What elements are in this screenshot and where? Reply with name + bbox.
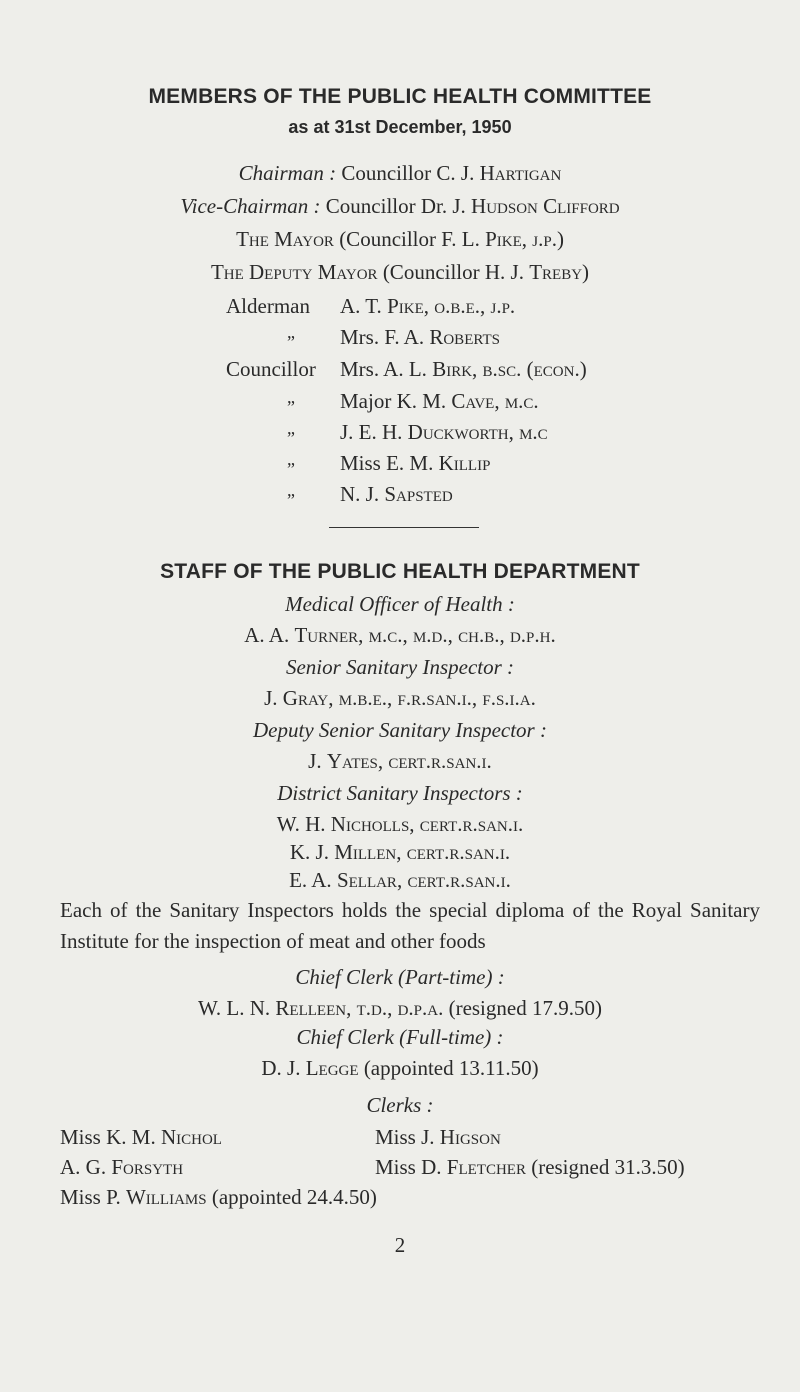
chief-clerk-ft-qual: (Full-time) : — [399, 1025, 504, 1049]
clerk-name: Forsyth — [111, 1155, 184, 1179]
inspector-initials: E. A. — [289, 868, 332, 892]
member-entry — [340, 482, 453, 507]
vice-chairman-line — [0, 194, 800, 219]
chief-clerk-ft-note: (appointed 13.11.50) — [363, 1056, 539, 1080]
ditto-mark: „ — [287, 322, 295, 342]
member-surname: Duckworth, m.c — [407, 420, 548, 444]
mayor-surname: Pike, j.p.) — [485, 227, 564, 251]
clerk-prefix: Miss P. — [60, 1185, 121, 1209]
member-entry — [340, 325, 500, 350]
inspector-initials: W. H. — [276, 812, 326, 836]
member-initials: Mrs. F. A. — [340, 325, 425, 349]
moh-role: Medical Officer of Health : — [285, 592, 515, 616]
chief-clerk-ft-line — [0, 1056, 800, 1081]
vice-chairman-role: Vice-Chairman : — [180, 194, 321, 218]
mayor-detail: (Councillor F. L. — [339, 227, 480, 251]
inspectors-note: Each of the Sanitary Inspectors holds the special diploma of the Royal Sanitary Institute for the inspection of meat and other foods — [60, 898, 760, 953]
page-number: 2 — [394, 1233, 406, 1257]
clerk-name: Higson — [439, 1125, 501, 1149]
clerk-entry — [60, 1185, 377, 1210]
member-surname: Cave, m.c. — [451, 389, 539, 413]
ditto-mark: „ — [287, 387, 295, 407]
chief-clerk-pt-name: Relleen, t.d., d.p.a. — [275, 996, 444, 1020]
ssi-name: Gray, m.b.e., f.r.san.i., f.s.i.a. — [282, 686, 536, 710]
inspector-name: Nicholls, cert.r.san.i. — [330, 812, 524, 836]
dssi-name: Yates, cert.r.san.i. — [326, 749, 492, 773]
section-divider — [329, 527, 479, 528]
clerk-prefix: Miss J. — [375, 1125, 435, 1149]
alderman-label: Alderman — [226, 294, 310, 318]
ditto-mark: „ — [287, 480, 295, 500]
member-initials: Miss E. M. — [340, 451, 434, 475]
dssi-role: Deputy Senior Sanitary Inspector : — [253, 718, 547, 742]
ditto-mark: „ — [287, 449, 295, 469]
vice-chairman-title: Councillor Dr. J. — [325, 194, 466, 218]
chief-clerk-ft-label: Chief Clerk — [296, 1025, 394, 1049]
chief-clerk-pt-role — [0, 965, 800, 990]
member-surname: Sapsted — [384, 482, 453, 506]
chief-clerk-ft-initials: D. J. — [261, 1056, 301, 1080]
member-initials: A. T. — [340, 294, 382, 318]
deputy-mayor-line — [0, 260, 800, 285]
moh-initials: A. A. — [244, 623, 290, 647]
member-surname: Pike, o.b.e., j.p. — [387, 294, 516, 318]
moh-name-line — [0, 623, 800, 648]
clerk-name: Williams — [125, 1185, 207, 1209]
clerk-prefix: Miss D. — [375, 1155, 442, 1179]
vice-chairman-surname: Hudson Clifford — [471, 194, 620, 218]
committee-title: MEMBERS OF THE PUBLIC HEALTH COMMITTEE — [148, 85, 652, 108]
clerk-note: (resigned 31.3.50) — [531, 1155, 685, 1179]
ditto-mark: „ — [287, 418, 295, 438]
chairman-title: Councillor C. J. — [341, 161, 475, 185]
chief-clerk-pt-label: Chief Clerk — [295, 965, 393, 989]
clerk-entry — [60, 1125, 222, 1150]
chairman-line — [0, 161, 800, 186]
deputy-mayor-surname: Treby) — [529, 260, 590, 284]
deputy-mayor-label: The Deputy Mayor — [210, 260, 378, 284]
clerk-entry — [375, 1125, 501, 1150]
chief-clerk-ft-name: Legge — [305, 1056, 359, 1080]
chief-clerk-pt-qual: (Part-time) : — [397, 965, 505, 989]
chief-clerk-pt-note: (resigned 17.9.50) — [448, 996, 602, 1020]
staff-title: STAFF OF THE PUBLIC HEALTH DEPARTMENT — [160, 560, 640, 583]
councillor-label: Councillor — [226, 357, 316, 381]
member-entry — [340, 357, 587, 382]
inspector-line — [0, 812, 800, 837]
inspector-line — [0, 840, 800, 865]
ssi-initials: J. — [264, 686, 278, 710]
deputy-mayor-detail: (Councillor H. J. — [382, 260, 524, 284]
committee-date: as at 31st December, 1950 — [288, 117, 512, 137]
chairman-role: Chairman : — [238, 161, 337, 185]
dsi-role: District Sanitary Inspectors : — [277, 781, 523, 805]
chairman-surname: Hartigan — [479, 161, 562, 185]
chief-clerk-pt-initials: W. L. N. — [198, 996, 271, 1020]
clerk-name: Nichol — [160, 1125, 222, 1149]
member-entry — [340, 420, 548, 445]
member-surname: Killip — [438, 451, 491, 475]
member-initials: Mrs. A. L. — [340, 357, 427, 381]
mayor-label: The Mayor — [236, 227, 334, 251]
inspector-line — [0, 868, 800, 893]
inspector-name: Millen, cert.r.san.i. — [334, 840, 511, 864]
dssi-initials: J. — [308, 749, 322, 773]
member-initials: Major K. M. — [340, 389, 447, 413]
member-initials: N. J. — [340, 482, 380, 506]
inspector-initials: K. J. — [289, 840, 329, 864]
clerk-entry — [60, 1155, 183, 1180]
member-surname: Roberts — [429, 325, 500, 349]
ssi-name-line — [0, 686, 800, 711]
chief-clerk-ft-role — [0, 1025, 800, 1050]
inspector-name: Sellar, cert.r.san.i. — [336, 868, 511, 892]
clerk-entry — [375, 1155, 685, 1180]
clerk-name: Fletcher — [446, 1155, 526, 1179]
clerk-prefix: Miss K. M. — [60, 1125, 156, 1149]
clerks-role: Clerks : — [366, 1093, 434, 1117]
member-entry — [340, 389, 539, 414]
dssi-name-line — [0, 749, 800, 774]
chief-clerk-pt-line — [0, 996, 800, 1021]
clerk-prefix: A. G. — [60, 1155, 107, 1179]
member-surname: Birk, b.sc. (econ.) — [432, 357, 587, 381]
member-entry — [340, 294, 515, 319]
member-entry — [340, 451, 490, 476]
clerk-note: (appointed 24.4.50) — [211, 1185, 377, 1209]
ssi-role: Senior Sanitary Inspector : — [285, 655, 515, 679]
member-initials: J. E. H. — [340, 420, 403, 444]
mayor-line — [0, 227, 800, 252]
moh-name: Turner, m.c., m.d., ch.b., d.p.h. — [294, 623, 556, 647]
